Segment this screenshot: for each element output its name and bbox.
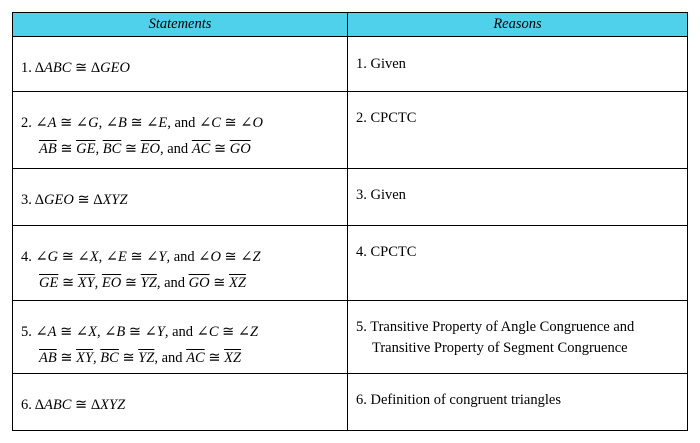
table-row [13,92,688,169]
header-row [13,13,688,37]
statement-cell [13,92,348,169]
segment-congruence-line: $\overline{AB}$ ≅ $\overline{XY}$, $\overline{BC}$ ≅ $\overline{YZ}$, and $\overline{AC}$ ≅ $\overline{XZ}$ [39,350,242,366]
table-row [13,226,688,301]
reasons-header: Reasons [348,13,688,37]
statements-header: Statements [13,13,348,37]
reason-cell: 5. Transitive Property of Angle Congruence and Transitive Property of Segment Congruence [348,301,688,374]
statement-cell [13,37,348,92]
statement-cell [13,301,348,374]
reason-cell: 1. Given [348,37,688,92]
reason-cell: 4. CPCTC [348,226,688,301]
table-row [13,374,688,431]
angle-congruence-line: 5. ∠A ≅ ∠X, ∠B ≅ ∠Y, and ∠C ≅ ∠Z [21,324,259,340]
angle-congruence-line: 4. ∠G ≅ ∠X, ∠E ≅ ∠Y, and ∠O ≅ ∠Z [21,249,261,265]
reason-cell: 2. CPCTC [348,92,688,169]
reason-cell: 3. Given [348,169,688,226]
statement-cell [13,374,348,431]
table-row [13,169,688,226]
table-row [13,37,688,92]
statement-line: 6. ΔABC ≅ ΔXYZ [21,397,126,413]
statement-cell [13,169,348,226]
statement-line: 1. ΔABC ≅ ΔGEO [21,60,130,76]
reason-cell: 6. Definition of congruent triangles [348,374,688,431]
statement-line: 3. ΔGEO ≅ ΔXYZ [21,192,128,208]
statement-cell [13,226,348,301]
segment-congruence-line: $\overline{GE}$ ≅ $\overline{XY}$, $\overline{EO}$ ≅ $\overline{YZ}$, and $\overline{GO}$ ≅ $\overline{XZ}$ [39,275,246,291]
table-row [13,301,688,374]
angle-congruence-line: 2. ∠A ≅ ∠G, ∠B ≅ ∠E, and ∠C ≅ ∠O [21,115,263,131]
segment-congruence-line: $\overline{AB}$ ≅ $\overline{GE}$, $\overline{BC}$ ≅ $\overline{EO}$, and $\overline{AC}$ ≅ $\overline{GO}$ [39,141,251,157]
proof-table [12,12,688,431]
